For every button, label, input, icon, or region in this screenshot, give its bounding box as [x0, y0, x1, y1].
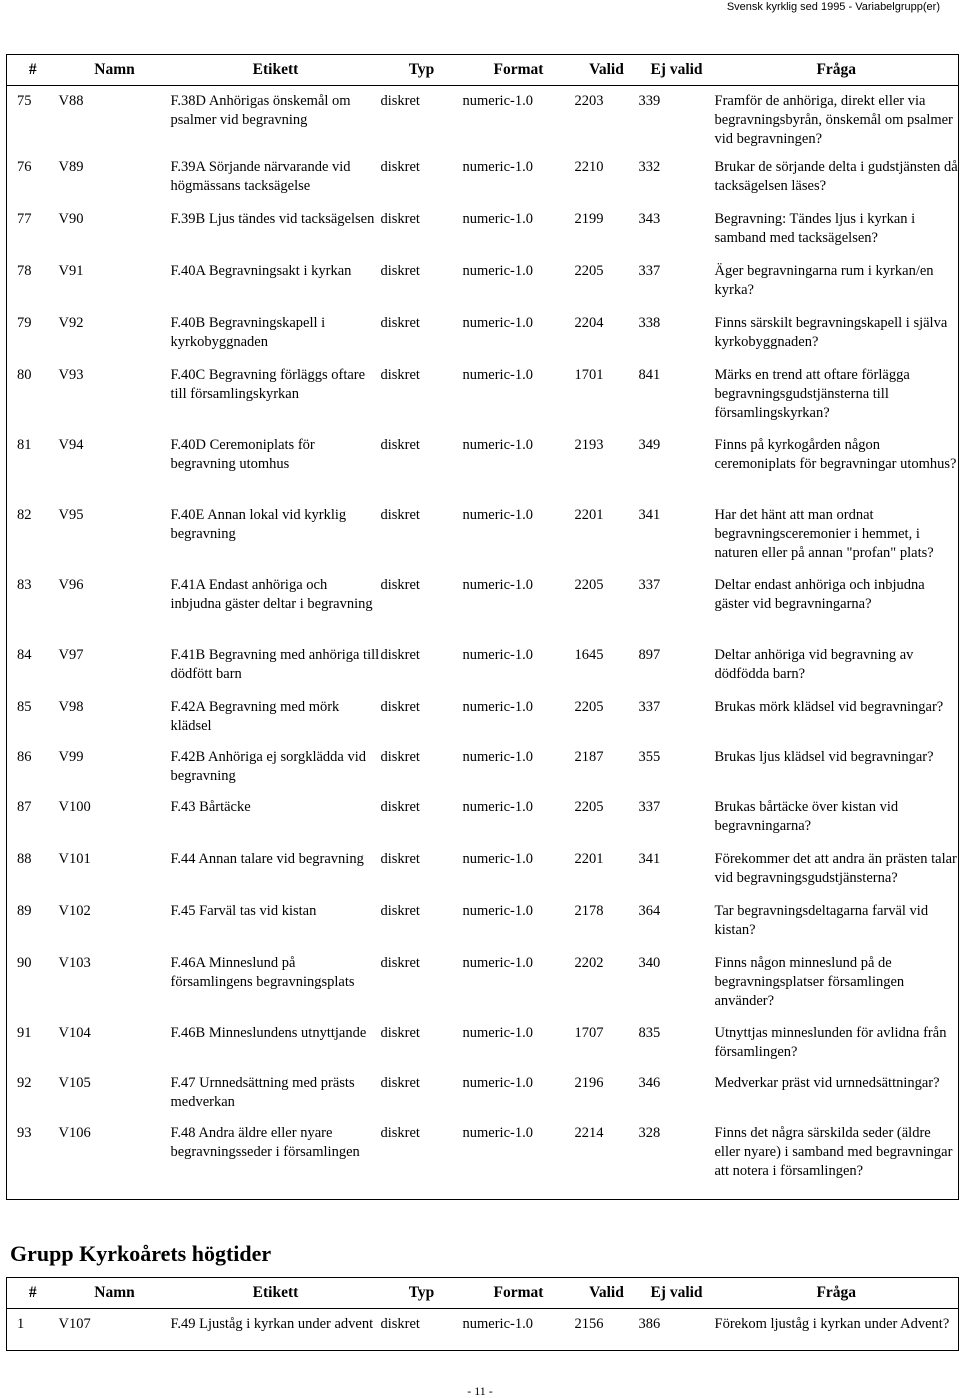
- variable-name: V94: [58, 436, 84, 453]
- column-header: Valid: [575, 1278, 639, 1309]
- question-text: Förekom ljuståg i kyrkan under Advent?: [715, 1309, 959, 1351]
- column-header: Fråga: [715, 1278, 959, 1309]
- valid-count: 2196: [574, 1074, 604, 1091]
- column-header: Namn: [59, 55, 171, 86]
- variable-format: numeric-1.0: [462, 576, 533, 593]
- variable-label: F.39B Ljus tändes vid tacksägelsen: [170, 210, 375, 227]
- valid-count: 2205: [574, 798, 604, 815]
- variable-type: diskret: [380, 506, 420, 523]
- table-row: [7, 362, 959, 432]
- row-number: 79: [7, 310, 59, 362]
- variable-table: [6, 54, 959, 1200]
- column-header: Namn: [59, 1278, 171, 1309]
- column-header: Format: [463, 55, 575, 86]
- variable-type: diskret: [381, 1309, 463, 1351]
- variable-format: numeric-1.0: [462, 850, 533, 867]
- question-text: Finns särskilt begravningskapell i själva kyrkobyggnaden?: [715, 310, 959, 362]
- question-text: Deltar endast anhöriga och inbjudna gäster vid begravningarna?: [715, 572, 959, 642]
- running-header: Svensk kyrklig sed 1995 - Variabelgrupp(er): [726, 1, 940, 13]
- variable-type: diskret: [380, 902, 420, 919]
- variable-format: numeric-1.0: [462, 366, 533, 383]
- variable-format: numeric-1.0: [462, 314, 533, 331]
- variable-label: F.42B Anhöriga ej sorgklädda vid begravning: [170, 748, 367, 784]
- variable-format: numeric-1.0: [462, 158, 533, 175]
- column-header: Typ: [381, 55, 463, 86]
- table-row: [7, 846, 959, 898]
- variable-format: numeric-1.0: [462, 93, 533, 109]
- variable-name: V107: [59, 1309, 171, 1351]
- invalid-count: 835: [638, 1024, 661, 1041]
- table-row: [7, 502, 959, 572]
- row-number: 84: [7, 642, 59, 694]
- variable-label: F.39A Sörjande närvarande vid högmässans tacksägelse: [170, 158, 351, 194]
- table-row: [7, 258, 959, 310]
- column-header: Fråga: [715, 55, 959, 86]
- valid-count: 2204: [574, 314, 604, 331]
- invalid-count: 341: [638, 506, 661, 523]
- column-header: Ej valid: [639, 55, 715, 86]
- variable-type: diskret: [380, 646, 420, 663]
- table-row: [7, 642, 959, 694]
- variable-format: numeric-1.0: [462, 436, 533, 453]
- question-text: Deltar anhöriga vid begravning av dödfödda barn?: [715, 642, 959, 694]
- variable-format: numeric-1.0: [462, 262, 533, 279]
- table-row: [7, 1020, 959, 1070]
- row-number: 86: [7, 744, 59, 794]
- row-number: 89: [7, 898, 59, 950]
- invalid-count: 897: [638, 646, 661, 663]
- variable-type: diskret: [380, 748, 420, 765]
- column-header: Valid: [575, 55, 639, 86]
- row-number: 78: [7, 258, 59, 310]
- valid-count: 2156: [575, 1309, 639, 1351]
- row-number: 93: [7, 1120, 59, 1200]
- question-text: Finns någon minneslund på de begravningsplatser församlingen använder?: [715, 950, 959, 1020]
- variable-name: V103: [58, 954, 91, 971]
- table-header-row: [7, 1278, 959, 1309]
- variable-name: V90: [58, 210, 84, 227]
- variable-name: V99: [58, 748, 84, 765]
- row-number: 80: [7, 362, 59, 432]
- question-text: Begravning: Tändes ljus i kyrkan i samband med tacksägelsen?: [715, 206, 959, 258]
- valid-count: 2178: [574, 902, 604, 919]
- table-row: [7, 950, 959, 1020]
- question-text: Brukas mörk klädsel vid begravningar?: [715, 694, 959, 744]
- valid-count: 1645: [574, 646, 604, 663]
- table-body: [7, 86, 959, 1200]
- variable-name: V100: [58, 798, 91, 815]
- invalid-count: 340: [638, 954, 661, 971]
- variable-format: numeric-1.0: [462, 1074, 533, 1091]
- variable-type: diskret: [380, 158, 420, 175]
- page-number: - 11 -: [467, 1384, 493, 1398]
- variable-format: numeric-1.0: [463, 1309, 575, 1351]
- valid-count: 2201: [574, 850, 604, 867]
- variable-type: diskret: [380, 698, 420, 715]
- question-text: Finns det några särskilda seder (äldre eller nyare) i samband med begravningar att notera i församlingen?: [715, 1120, 959, 1200]
- variable-name: V92: [58, 314, 84, 331]
- invalid-count: 355: [638, 748, 661, 765]
- variable-label: F.40C Begravning förläggs oftare till församlingskyrkan: [170, 366, 366, 402]
- variable-label: F.38D Anhörigas önskemål om psalmer vid begravning: [170, 93, 351, 128]
- variable-label: F.41B Begravning med anhöriga till dödfött barn: [170, 646, 380, 682]
- question-text: Brukas bårtäcke över kistan vid begravningarna?: [715, 794, 959, 846]
- table-row: [7, 1070, 959, 1120]
- variable-label: F.48 Andra äldre eller nyare begravningsseder i församlingen: [171, 1120, 381, 1200]
- variable-name: V102: [58, 902, 91, 919]
- variable-name: V91: [58, 262, 84, 279]
- variable-format: numeric-1.0: [462, 1024, 533, 1041]
- table-header-row: [7, 55, 959, 86]
- variable-label: F.41A Endast anhöriga och inbjudna gäster deltar i begravning: [170, 576, 373, 612]
- invalid-count: 337: [638, 576, 661, 593]
- invalid-count: 341: [638, 850, 661, 867]
- variable-label: F.43 Bårtäcke: [170, 798, 251, 815]
- valid-count: 2203: [574, 93, 604, 109]
- variable-name: V98: [58, 698, 84, 715]
- variable-label: F.40B Begravningskapell i kyrkobyggnaden: [170, 314, 326, 350]
- variable-label: F.46B Minneslundens utnyttjande: [170, 1024, 367, 1041]
- variable-label: F.45 Farväl tas vid kistan: [170, 902, 317, 919]
- variable-type: diskret: [380, 314, 420, 331]
- variable-name: V105: [58, 1074, 91, 1091]
- column-header: Etikett: [171, 55, 381, 86]
- column-header: #: [7, 1278, 59, 1309]
- question-text: Brukar de sörjande delta i gudstjänsten då tacksägelsen läses?: [715, 154, 959, 206]
- variable-format: numeric-1.0: [462, 210, 533, 227]
- row-number: 81: [7, 432, 59, 502]
- valid-count: 1701: [574, 366, 604, 383]
- table-row: [7, 1309, 959, 1351]
- row-number: 88: [7, 846, 59, 898]
- variable-type: diskret: [380, 1074, 420, 1091]
- row-number: 77: [7, 206, 59, 258]
- question-text: Märks en trend att oftare förlägga begravningsgudstjänsterna till församlingskyrkan?: [715, 362, 959, 432]
- variable-label: F.49 Ljuståg i kyrkan under advent: [171, 1309, 381, 1351]
- variable-name: V93: [58, 366, 84, 383]
- invalid-count: 339: [638, 93, 661, 109]
- variable-type: diskret: [380, 436, 420, 453]
- variable-type: diskret: [380, 366, 420, 383]
- question-text: Tar begravningsdeltagarna farväl vid kistan?: [715, 898, 959, 950]
- row-number: 85: [7, 694, 59, 744]
- variable-type: diskret: [380, 954, 420, 971]
- variable-type: diskret: [380, 210, 420, 227]
- row-number: 91: [7, 1020, 59, 1070]
- variable-label: F.46A Minneslund på församlingens begravningsplats: [170, 954, 355, 990]
- valid-count: 2193: [574, 436, 604, 453]
- variable-format: numeric-1.0: [463, 1120, 575, 1200]
- invalid-count: 337: [638, 262, 661, 279]
- question-text: Utnyttjas minneslunden för avlidna från församlingen?: [715, 1020, 959, 1070]
- table-row: [7, 310, 959, 362]
- group-heading: Grupp Kyrkoårets högtider: [10, 1241, 272, 1266]
- question-text: Förekommer det att andra än prästen talar vid begravningsgudstjänsterna?: [715, 846, 959, 898]
- variable-name: V88: [58, 93, 84, 109]
- valid-count: 2187: [574, 748, 604, 765]
- table-row: [7, 744, 959, 794]
- row-number: 75: [7, 86, 59, 154]
- variable-type: diskret: [381, 1120, 463, 1200]
- row-number: 83: [7, 572, 59, 642]
- variable-name: V89: [58, 158, 84, 175]
- table-row: [7, 1120, 959, 1200]
- question-text: Har det hänt att man ordnat begravningsceremonier i hemmet, i naturen eller på annan "profan" plats?: [715, 502, 959, 572]
- invalid-count: 349: [638, 436, 661, 453]
- variable-name: V96: [58, 576, 84, 593]
- variable-label: F.40A Begravningsakt i kyrkan: [170, 262, 352, 279]
- variable-label: F.42A Begravning med mörk klädsel: [170, 698, 340, 734]
- valid-count: 2199: [574, 210, 604, 227]
- valid-count: 2205: [574, 262, 604, 279]
- variable-name: V101: [58, 850, 91, 867]
- invalid-count: 338: [638, 314, 661, 331]
- valid-count: 2205: [574, 576, 604, 593]
- column-header: Format: [463, 1278, 575, 1309]
- valid-count: 2210: [574, 158, 604, 175]
- table-row: [7, 794, 959, 846]
- table-row: [7, 572, 959, 642]
- question-text: Framför de anhöriga, direkt eller via begravningsbyrån, önskemål om psalmer vid begravningen?: [715, 86, 959, 154]
- row-number: 90: [7, 950, 59, 1020]
- variable-name: V104: [58, 1024, 91, 1041]
- variable-format: numeric-1.0: [462, 698, 533, 715]
- variable-format: numeric-1.0: [462, 902, 533, 919]
- table-row: [7, 206, 959, 258]
- variable-format: numeric-1.0: [462, 646, 533, 663]
- table-body: [7, 1309, 959, 1351]
- table-row: [7, 154, 959, 206]
- variable-format: numeric-1.0: [462, 954, 533, 971]
- variable-name: V97: [58, 646, 84, 663]
- row-number: 82: [7, 502, 59, 572]
- variable-type: diskret: [380, 798, 420, 815]
- row-number: 76: [7, 154, 59, 206]
- invalid-count: 337: [638, 798, 661, 815]
- variable-label: F.40D Ceremoniplats för begravning utomhus: [170, 436, 315, 472]
- variable-format: numeric-1.0: [462, 506, 533, 523]
- invalid-count: 337: [638, 698, 661, 715]
- variable-format: numeric-1.0: [462, 798, 533, 815]
- valid-count: 2214: [575, 1120, 639, 1200]
- valid-count: 2201: [574, 506, 604, 523]
- question-text: Äger begravningarna rum i kyrkan/en kyrka?: [715, 258, 959, 310]
- row-number: 92: [7, 1070, 59, 1120]
- variable-label: F.44 Annan talare vid begravning: [170, 850, 364, 867]
- invalid-count: 364: [638, 902, 661, 919]
- invalid-count: 328: [639, 1120, 715, 1200]
- variable-type: diskret: [380, 850, 420, 867]
- valid-count: 2202: [574, 954, 604, 971]
- invalid-count: 346: [638, 1074, 661, 1091]
- invalid-count: 343: [638, 210, 661, 227]
- variable-name: V106: [59, 1120, 171, 1200]
- variable-label: F.47 Urnnedsättning med prästs medverkan: [170, 1074, 355, 1110]
- row-number: 87: [7, 794, 59, 846]
- invalid-count: 332: [638, 158, 661, 175]
- question-text: Finns på kyrkogården någon ceremoniplats för begravningar utomhus?: [715, 432, 959, 502]
- invalid-count: 386: [639, 1309, 715, 1351]
- table-row: [7, 898, 959, 950]
- variable-format: numeric-1.0: [462, 748, 533, 765]
- variable-type: diskret: [380, 1024, 420, 1041]
- table-row: [7, 694, 959, 744]
- variable-name: V95: [58, 506, 84, 523]
- table-row: [7, 432, 959, 502]
- variable-label: F.40E Annan lokal vid kyrklig begravning: [170, 506, 347, 542]
- row-number: 1: [7, 1309, 59, 1351]
- question-text: Brukas ljus klädsel vid begravningar?: [715, 744, 959, 794]
- invalid-count: 841: [638, 366, 661, 383]
- valid-count: 2205: [574, 698, 604, 715]
- column-header: Typ: [381, 1278, 463, 1309]
- variable-type: diskret: [380, 93, 420, 109]
- variable-type: diskret: [380, 576, 420, 593]
- column-header: Etikett: [171, 1278, 381, 1309]
- table-row: [7, 86, 959, 154]
- valid-count: 1707: [574, 1024, 604, 1041]
- column-header: #: [7, 55, 59, 86]
- group-variable-table: [6, 1277, 959, 1351]
- column-header: Ej valid: [639, 1278, 715, 1309]
- question-text: Medverkar präst vid urnnedsättningar?: [715, 1070, 959, 1120]
- variable-type: diskret: [380, 262, 420, 279]
